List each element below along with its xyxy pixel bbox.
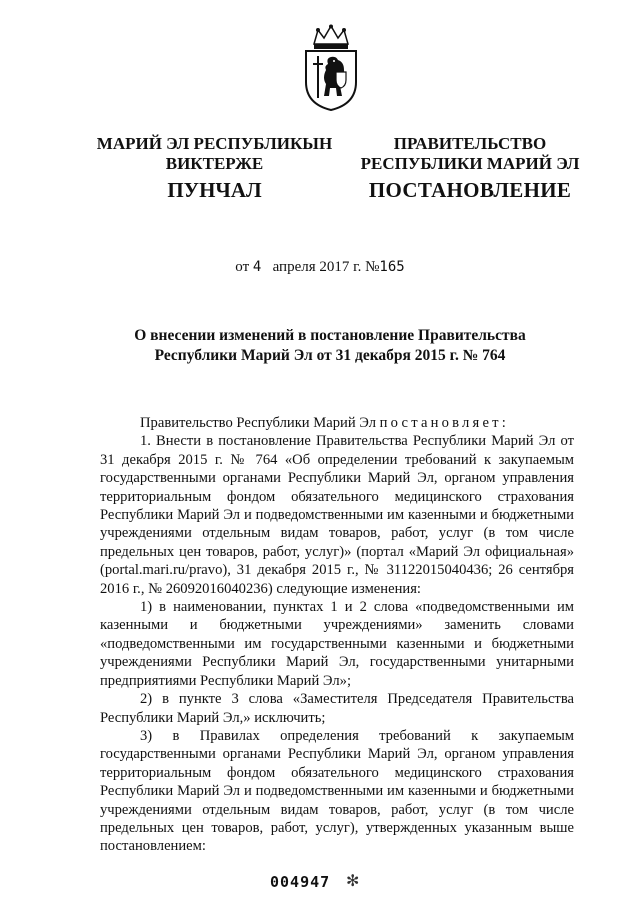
paragraph-4: 3) в Правилах определения требований к закупаемым государственными органами Республики Марий Эл, органом управления территориальным фондом обязательного медицинского страхования Республики Марий Эл и подведомственными им казенными и бюджетными учреждениями отдельным видам товаров, работ, услуг (в том числе предельных цен товаров, работ, услуг), утвержденных указанным выше постановлением: [100,727,574,855]
paragraph-2: 1) в наименовании, пунктах 1 и 2 слова «подведомственными им казенными и бюджетными учреждениями» заменить словами «подведомственными им государственными казенными и бюджетными учреждениями Республики Марий Эл, государственными унитарными предприятиями Республики Марий Эл»; [100,599,574,689]
intro-verb: постановляет: [379,415,509,431]
header-right-line1: ПРАВИТЕЛЬСТВО [393,134,547,153]
date-day: 4 [252,259,262,275]
security-mark-icon: ✻ [346,873,360,890]
paragraph-3: 2) в пункте 3 слова «Заместителя Председателя Правительства Республики Марий Эл,» исключить; [100,691,574,726]
header-right-line2: РЕСПУБЛИКИ МАРИЙ ЭЛ [360,154,580,173]
coat-of-arms-icon [300,24,362,112]
doc-type-russian: ПОСТАНОВЛЕНИЕ [368,178,572,202]
paragraph-1: 1. Внести в постановление Правительства Республики Марий Эл от 31 декабря 2015 г. № 764 «Об определении требований к закупаемым государственными органами Республики Марий Эл, органом управления территориальным фондом обязательного медицинского страхования Республики Марий Эл и подведомственными им казенными и бюджетными учреждениями отдельным видам товаров, работ, услуг (в том числе предельных цен товаров, работ, услуг)» (портал «Марий Эл официальная» (portal.mari.ru/pravo), 31 декабря 2015 г., № 31122015040436; 26 сентября 2016 г., № 26092016040236) следующие изменения: [100,433,574,597]
intro-paragraph [100,414,574,432]
header-left [92,134,337,174]
header-left-line2: ВИКТЕРЖЕ [165,154,264,173]
document-title [100,326,560,366]
title-line1: О внесении изменений в постановление Правительства [134,327,526,344]
intro-lead: Правительство Республики Марий Эл [140,415,377,431]
header-left-line1: МАРИЙ ЭЛ РЕСПУБЛИКЫН [96,134,333,153]
document-number: 165 [379,259,405,275]
date-line [0,259,640,276]
serial-number: 004947 [270,873,331,891]
title-line2: Республики Марий Эл от 31 декабря 2015 г. № 764 [154,347,506,364]
header-right [355,134,585,174]
date-month-year: апреля 2017 г. № [272,259,380,275]
date-prefix: от [235,259,250,275]
doc-type-mari: ПУНЧАЛ [167,178,262,202]
document-body [100,414,574,856]
